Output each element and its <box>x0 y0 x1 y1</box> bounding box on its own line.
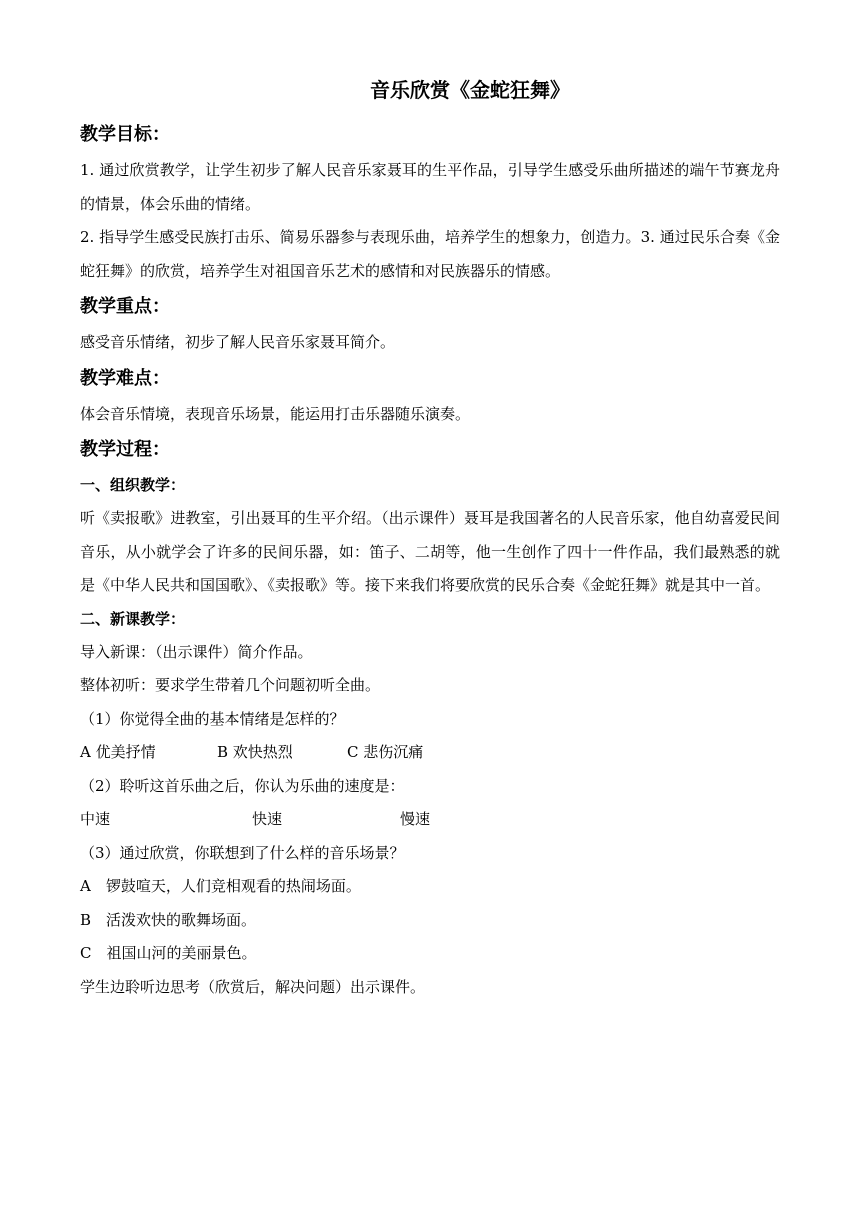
question-2: （2）聆听这首乐曲之后，你认为乐曲的速度是： <box>80 776 405 795</box>
goals-heading: 教学目标： <box>80 124 170 145</box>
process-heading: 教学过程： <box>80 439 170 460</box>
q1-option-b: B 欢快热烈 <box>217 743 293 761</box>
question-3: （3）通过欣赏，你联想到了什么样的音乐场景？ <box>80 843 405 862</box>
q2-option-medium: 中速 <box>80 810 111 828</box>
section2-closing: 学生边聆听边思考（欣赏后，解决问题）出示课件。 <box>80 977 426 996</box>
section2-intro: 导入新课：（出示课件）简介作品。 <box>80 642 313 661</box>
difficulties-heading: 教学难点： <box>80 367 170 389</box>
q3-option-c: C 祖国山河的美丽景色。 <box>80 944 257 962</box>
q1-option-a: A 优美抒情 <box>80 743 156 761</box>
q2-option-fast: 快速 <box>252 810 283 828</box>
q2-option-slow: 慢速 <box>400 810 431 828</box>
section1-text: 听《卖报歌》进教室，引出聂耳的生平介绍。（出示课件）聂耳是我国著名的人民音乐家，他自幼喜爱民间音乐，从小就学会了许多的民间乐器，如：笛子、二胡等，他一生创作了四十一件作品，我们最熟悉的就是《中华人民共和国国歌》、《卖报歌》等。接下来我们将要欣赏的民乐合奏《金蛇狂舞》就是其中一首。 <box>80 509 780 594</box>
q1-option-c: C 悲伤沉痛 <box>347 743 424 761</box>
section2-heading: 二、新课教学： <box>80 609 186 628</box>
question-1: （1）你觉得全曲的基本情绪是怎样的？ <box>80 709 345 728</box>
q3-option-b: B 活泼欢快的歌舞场面。 <box>80 910 257 929</box>
question-1-options <box>80 736 780 770</box>
q3-option-a: A 锣鼓喧天，人们竞相观看的热闹场面。 <box>80 877 361 895</box>
key-points-text: 感受音乐情绪，初步了解人民音乐家聂耳简介。 <box>80 333 396 351</box>
difficulties-text: 体会音乐情境，表现音乐场景，能运用打击乐器随乐演奏。 <box>80 404 471 423</box>
section2-listen: 整体初听：要求学生带着几个问题初听全曲。 <box>80 676 381 694</box>
goal-item-2: 2. 指导学生感受民族打击乐、简易乐器参与表现乐曲，培养学生的想象力，创造力。3. 通过民乐合奏《金蛇狂舞》的欣赏，培养学生对祖国音乐艺术的感情和对民族器乐的情感。 <box>80 228 780 280</box>
section1-heading: 一、组织教学： <box>80 476 186 494</box>
key-points-heading: 教学重点： <box>80 296 170 317</box>
document-page <box>80 70 780 1004</box>
document-title: 音乐欣赏《金蛇狂舞》 <box>370 78 570 102</box>
question-2-options <box>80 803 780 837</box>
goal-item-1: 1. 通过欣赏教学，让学生初步了解人民音乐家聂耳的生平作品，引导学生感受乐曲所描述的端午节赛龙舟的情景，体会乐曲的情绪。 <box>80 161 780 213</box>
